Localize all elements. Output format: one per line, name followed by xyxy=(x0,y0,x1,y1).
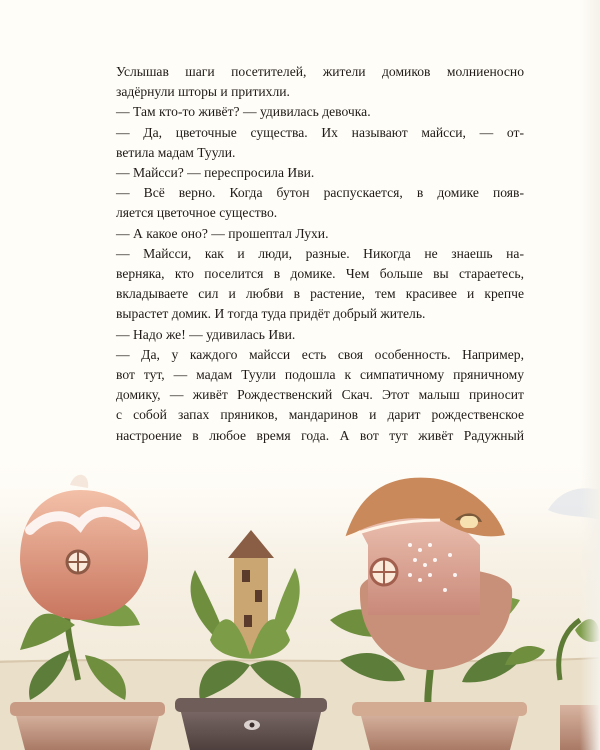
text-line: домику, — живёт Рождественский Скач. Этот малыш приносит xyxy=(116,387,524,403)
text-line: с собой запах пряников, мандаринов и дарит рождественское xyxy=(116,407,524,423)
story-text xyxy=(116,62,524,446)
paragraph-7 xyxy=(116,244,524,325)
text-line: Услышав шаги посетителей, жители домиков молниеносно xyxy=(116,64,524,79)
paragraph-2 xyxy=(116,102,524,122)
text-line: ляется цветочное существо. xyxy=(116,205,278,221)
paragraph-4 xyxy=(116,163,524,183)
text-line: — Да, у каждого майсси есть своя особенность. Например, xyxy=(116,346,524,362)
text-line: — Надо же! — удивилась Иви. xyxy=(116,326,296,342)
text-line: верняка, кто поселится в домике. Чем больше вы стараетесь, xyxy=(116,266,524,282)
text-line: — Майсси, как и люди, разные. Никогда не знаешь на- xyxy=(116,245,524,261)
text-line: — Там кто-то живёт? — удивилась девочка. xyxy=(116,104,371,120)
paragraph-5 xyxy=(116,183,524,223)
text-line: ветила мадам Туули. xyxy=(116,144,236,160)
paragraph-8 xyxy=(116,325,524,345)
text-line: настроение в любое время года. А вот тут живёт Радужный xyxy=(116,427,524,443)
paragraph-3 xyxy=(116,123,524,163)
text-line: — Да, цветочные существа. Их называют майсси, — от- xyxy=(116,124,524,140)
paragraph-6 xyxy=(116,224,524,244)
text-line: — Всё верно. Когда бутон распускается, в домике появ- xyxy=(116,185,524,201)
text-line: — А какое оно? — прошептал Лухи. xyxy=(116,225,329,241)
flower-houses-illustration xyxy=(0,450,600,750)
text-line: задёрнули шторы и притихли. xyxy=(116,84,290,100)
paragraph-1 xyxy=(116,62,524,102)
text-line: вкладываете сил и любви в растение, тем красивее и крепче xyxy=(116,286,524,302)
paragraph-9 xyxy=(116,345,524,446)
text-line: вот тут, — мадам Туули подошла к симпатичному пряничному xyxy=(116,367,524,383)
text-line: вырастет домик. И тогда туда придёт добрый житель. xyxy=(116,306,426,322)
text-line: — Майсси? — переспросила Иви. xyxy=(116,165,315,181)
page-gutter-shadow xyxy=(580,0,600,750)
